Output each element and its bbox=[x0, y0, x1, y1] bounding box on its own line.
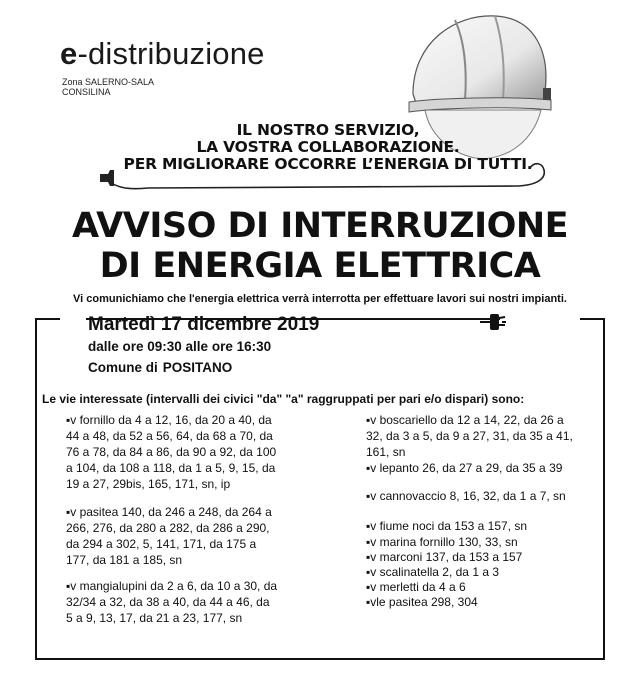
street-item bbox=[366, 564, 499, 580]
title-line-2: DI ENERGIA ELETTRICA bbox=[99, 246, 541, 286]
street-item bbox=[366, 460, 562, 476]
street-line: ▪v cannovaccio 8, 16, 32, da 1 a 7, sn bbox=[366, 489, 566, 503]
notice-title bbox=[40, 206, 600, 286]
logo-text: -distribuzione bbox=[77, 36, 265, 71]
street-line: ▪v pasitea 140, da 246 a 248, da 264 a bbox=[66, 505, 272, 519]
street-item bbox=[66, 412, 276, 492]
intro-text: Vi comunichiamo che l'energia elettrica verrà interrotta per effettuare lavori sui nostri impianti. bbox=[73, 293, 567, 305]
comune-line bbox=[88, 360, 232, 375]
street-item bbox=[366, 488, 566, 504]
streets-heading: Le vie interessate (intervalli dei civici "da" "a" raggruppati per pari e/o dispari) sono: bbox=[42, 392, 525, 406]
street-line: 32, da 3 a 5, da 9 a 27, 31, da 35 a 41, bbox=[366, 429, 573, 443]
street-line: 32/34 a 32, da 38 a 40, da 44 a 46, da bbox=[66, 595, 270, 609]
title-line-1: AVVISO DI INTERRUZIONE bbox=[71, 206, 569, 246]
street-line: da 294 a 302, 5, 141, 171, da 175 a bbox=[66, 537, 257, 551]
street-item bbox=[366, 534, 518, 550]
street-line: ▪v marina fornillo 130, 33, sn bbox=[366, 535, 518, 549]
comune-label: Comune di bbox=[88, 360, 158, 375]
street-line: 44 a 48, da 52 a 56, 64, da 68 a 70, da bbox=[66, 429, 273, 443]
zone-line-2: CONSILINA bbox=[62, 87, 111, 97]
zone-label bbox=[62, 77, 154, 97]
street-line: 19 a 27, 29bis, 165, 171, sn, ip bbox=[66, 477, 231, 491]
slogan-line-3: PER MIGLIORARE OCCORRE L’ENERGIA DI TUTTI. bbox=[123, 155, 533, 173]
power-cable-decoration bbox=[98, 160, 558, 195]
street-line: ▪v fiume noci da 153 a 157, sn bbox=[366, 519, 528, 533]
street-line: ▪v scalinatella 2, da 1 a 3 bbox=[366, 565, 500, 579]
slogan-line-2: LA VOSTRA COLLABORAZIONE. bbox=[196, 138, 460, 156]
street-line: ▪v merletti da 4 a 6 bbox=[366, 580, 466, 594]
street-item bbox=[66, 578, 277, 626]
street-item bbox=[366, 518, 527, 534]
street-item bbox=[366, 412, 573, 460]
street-line: ▪v fornillo da 4 a 12, 16, da 20 a 40, da bbox=[66, 413, 272, 427]
plug-icon bbox=[480, 310, 506, 332]
interruption-date: Martedì 17 dicembre 2019 bbox=[88, 314, 320, 335]
street-line: 266, 276, da 280 a 282, da 286 a 290, bbox=[66, 521, 270, 535]
street-line: ▪v lepanto 26, da 27 a 29, da 35 a 39 bbox=[366, 461, 563, 475]
comune-name: POSITANO bbox=[162, 360, 233, 375]
logo-e: e bbox=[60, 36, 78, 71]
street-line: 5 a 9, 13, 17, da 21 a 23, 177, sn bbox=[66, 611, 243, 625]
street-line: 177, da 181 a 185, sn bbox=[66, 553, 183, 567]
street-line: 161, sn bbox=[366, 445, 406, 459]
street-item bbox=[66, 504, 272, 568]
street-line: ▪vle pasitea 298, 304 bbox=[366, 595, 478, 609]
street-line: ▪v boscariello da 12 a 14, 22, da 26 a bbox=[366, 413, 564, 427]
e-distribuzione-logo bbox=[60, 36, 265, 72]
street-line: a 104, da 108 a 118, da 1 a 5, 9, 15, da bbox=[66, 461, 276, 475]
street-item bbox=[366, 549, 522, 565]
street-line: 76 a 78, da 84 a 86, da 90 a 92, da 100 bbox=[66, 445, 277, 459]
interruption-hours: dalle ore 09:30 alle ore 16:30 bbox=[88, 339, 272, 354]
street-line: ▪v mangialupini da 2 a 6, da 10 a 30, da bbox=[66, 579, 278, 593]
box-border-gap-right bbox=[500, 314, 580, 322]
street-line: ▪v marconi 137, da 153 a 157 bbox=[366, 550, 523, 564]
street-item bbox=[366, 594, 478, 610]
street-item bbox=[366, 579, 466, 595]
zone-line-1: Zona SALERNO-SALA bbox=[62, 77, 155, 87]
box-border-gap bbox=[60, 314, 86, 322]
slogan-line-1: IL NOSTRO SERVIZIO, bbox=[236, 121, 420, 139]
